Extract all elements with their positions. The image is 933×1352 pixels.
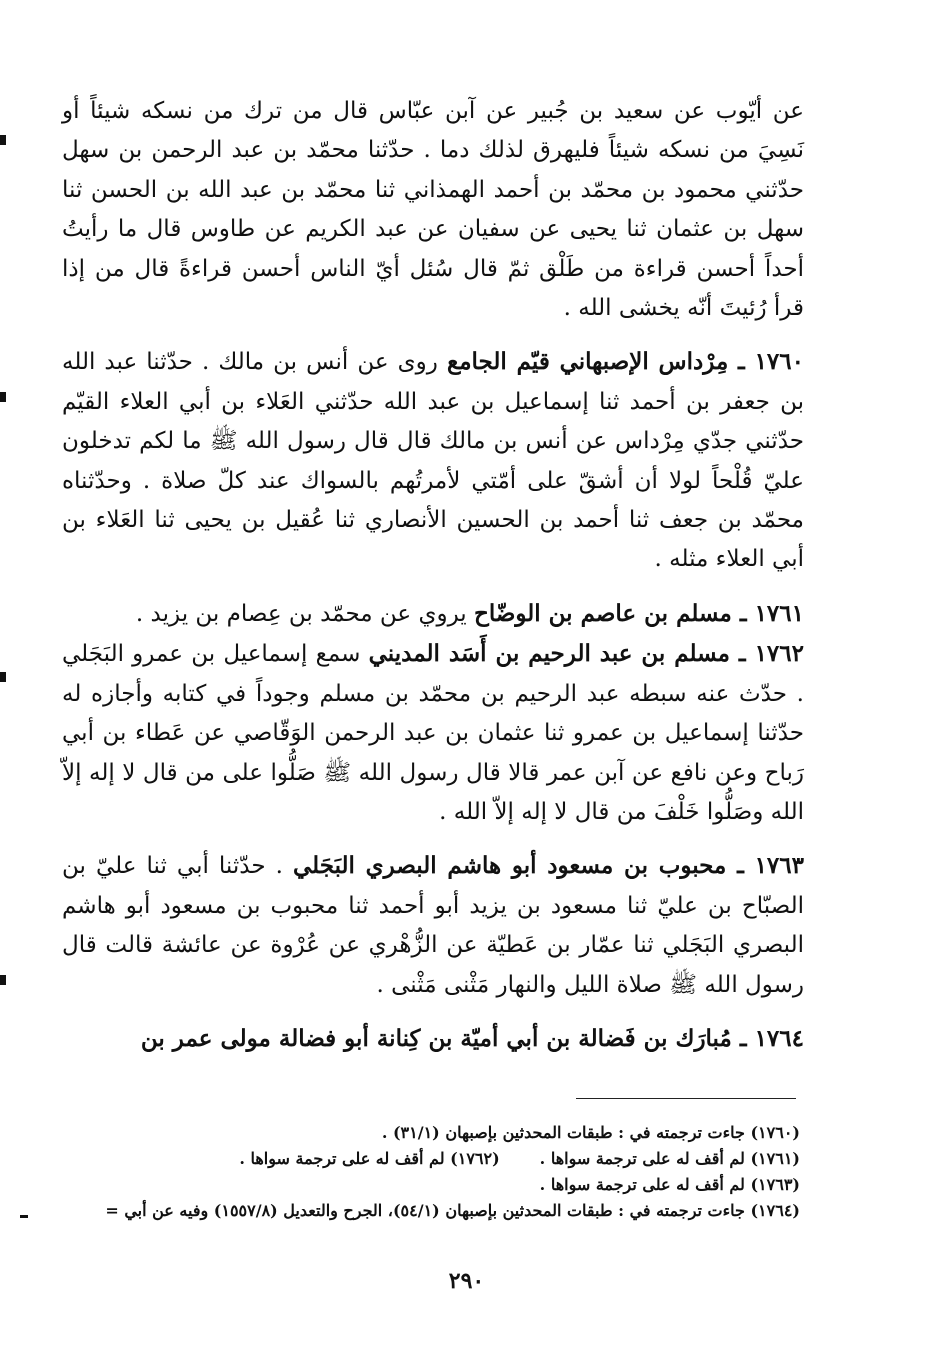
entry-1760-body: روى عن أنس بن مالك . حدّثنا عبد الله بن جعفر بن أحمد ثنا إسماعيل بن عبد الله حدّثني العَلاء بن أبي العلاء القيّم حدّثني جدّي مِرْداس عن أنس بن مالك قال قال رسول الله ﷺ ما لكم تدخلون عليّ قُلْحاً لولا أن أشقّ على أمّتي لأمرتُهم بالسواك عند كلّ صلاة . وحدّثناه محمّد بن جعف ثنا أحمد بن الحسين الأنصاري ثنا عُقيل بن يحيى ثنا العَلاء بن أبي العلاء مثله . xyxy=(62,349,805,573)
footnote-1763: (١٧٦٣) لم أقف له على ترجمة سواها . xyxy=(539,1175,800,1194)
paragraph-continuation: عن أيّوب عن سعيد بن جُبير عن آبن عبّاس قال من ترك من نسكه شيئاً أو نَسِيَ من نسكه شيئاً فليهرق لذلك دما . حدّثنا محمّد بن عبد الرحمن بن سهل حدّثني محمود بن محمّد بن أحمد الهمذاني ثنا محمّد بن عبد الله بن الحسن ثنا سهل بن عثمان ثنا يحيى عن سفيان عن عبد الكريم عن طاوس قال ما رأيتُ أحداً أحسن قراءة من طَلْق ثمّ قال سُئل أيّ الناس أحسن قراءةً قال من إذا قرأ رُئيتَ أنّه يخشى الله . xyxy=(62,98,804,322)
main-text-block xyxy=(62,92,804,1059)
entry-1762 xyxy=(62,634,804,832)
footnote-1761: (١٧٦١) لم أقف له على ترجمة سواها . xyxy=(539,1149,800,1168)
entry-1764 xyxy=(62,1019,804,1059)
entry-1761 xyxy=(62,594,804,634)
entry-1761-body: يروي عن محمّد بن عِصام بن يزيد . xyxy=(135,600,474,627)
margin-mark xyxy=(0,135,6,145)
footnote-line xyxy=(20,1172,800,1198)
margin-mark xyxy=(0,975,6,985)
footnote-line xyxy=(20,1146,800,1172)
entry-1763-body: . حدّثنا أبي ثنا عليّ بن الصبّاح بن عليّ ثنا مسعود بن يزيد أبو أحمد ثنا محبوب بن مسعود أبو هاشم البصري البَجَلي ثنا عمّار بن عَطيّة عن الزُّهْري عن عُرْوة عن عائشة قالت قال رسول الله ﷺ صلاة الليل والنهار مَثْنى مَثْنى . xyxy=(62,853,804,998)
margin-mark xyxy=(0,672,6,682)
entry-1763-heading: ١٧٦٣ ـ محبوب بن مسعود أبو هاشم البصري البَجَلي xyxy=(292,852,804,880)
entry-1762-body: سمع إسماعيل بن عمرو البَجَلي . حدّث عنه سبطه عبد الرحيم بن محمّد بن مسلم وجوداً في كتابه وأجازه له حدّثنا إسماعيل بن عمرو ثنا عثمان بن عبد الرحمن الوَقّاصي عن عَطاء بن أبي رَباح وعن نافع عن آبن عمر قالا قال رسول الله ﷺ صَلُّوا على من قال لا إله إلاّ الله وصَلُّوا خَلْفَ من قال لا إله إلاّ الله . xyxy=(62,641,804,825)
footnote-line xyxy=(20,1120,800,1146)
footnote-separator xyxy=(576,1098,796,1099)
footnote-1764: (١٧٦٤) جاءت ترجمته في : طبقات المحدثين بإصبهان (٥٤/١)، الجرح والتعديل (١٥٥٧/٨) وفيه عن أبي = xyxy=(105,1201,800,1220)
entry-1760 xyxy=(62,342,804,579)
entry-1760-heading: ١٧٦٠ ـ مِرْداس الإصبهاني قيّم الجامع xyxy=(446,348,804,376)
footnotes xyxy=(20,1120,800,1224)
entry-1761-heading: ١٧٦١ ـ مسلم بن عاصم بن الوضّاح xyxy=(473,599,804,627)
entry-1762-heading: ١٧٦٢ ـ مسلم بن عبد الرحيم بن أَسَد المديني xyxy=(368,640,804,668)
entry-1763 xyxy=(62,846,804,1005)
footnote-1760: (١٧٦٠) جاءت ترجمته في : طبقات المحدثين بإصبهان (٣١/١) . xyxy=(381,1123,800,1142)
entry-1764-heading: ١٧٦٤ ـ مُبارَك بن فَضالة بن أبي أميّة بن كِنانة أبو فضالة مولى عمر بن xyxy=(140,1024,804,1052)
footnote-line xyxy=(20,1198,800,1224)
page-number: ٢٩٠ xyxy=(448,1268,485,1294)
footnote-1762: (١٧٦٢) لم أقف له على ترجمة سواها . xyxy=(239,1149,500,1168)
margin-mark xyxy=(0,392,6,402)
